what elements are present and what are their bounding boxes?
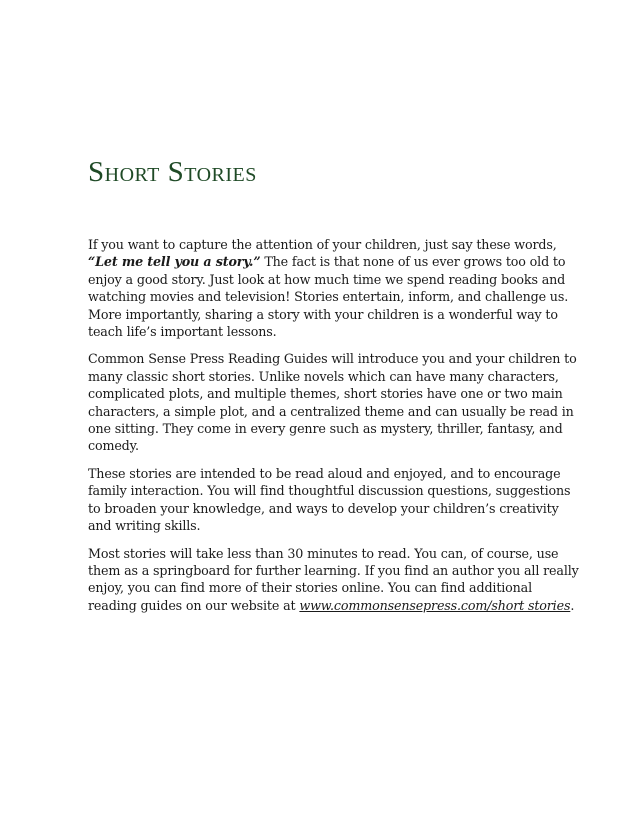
story-quote: “Let me tell you a story.”: [88, 254, 261, 270]
paragraph-further-learning-end: .: [570, 597, 575, 613]
paragraph-intro-text-continued: The fact is that none of us ever grows too old to enjoy a good story. Just look at how much time we spend reading books and watching movies and television! Stories entertain, inform, and challenge us. More importantly, sharing a story with your children is a wonderful way to teach life’s important lessons.: [88, 254, 569, 340]
paragraph-guides: Common Sense Press Reading Guides will introduce you and your children to many classic short stories. Unlike novels which can have many characters, complicated plots, and multiple themes, short stories have one or two main characters, a simple plot, and a centralized theme and can usually be read in one sitting. They come in every genre such as mystery, thriller, fantasy, and comedy.: [88, 351, 577, 454]
paragraph-read-aloud: These stories are intended to be read aloud and enjoyed, and to encourage family interaction. You will find thoughtful discussion questions, suggestions to broaden your knowledge, and ways to develop your children’s creativity and writing skills.: [88, 465, 571, 534]
body-text: [88, 236, 584, 624]
paragraph-further-learning-text: Most stories will take less than 30 minutes to read. You can, of course, use them as a springboard for further learning. If you find an author you all really enjoy, you can find more of their stories online. You can find additional reading guides on our website at: [88, 545, 579, 613]
paragraph-intro: [88, 236, 584, 340]
paragraph-intro-text: If you want to capture the attention of your children, just say these words,: [88, 237, 557, 252]
paragraph-further-learning: [88, 545, 584, 615]
page-title: Short Stories: [88, 156, 257, 188]
website-link[interactable]: www.commonsensepress.com/short stories: [299, 597, 571, 613]
